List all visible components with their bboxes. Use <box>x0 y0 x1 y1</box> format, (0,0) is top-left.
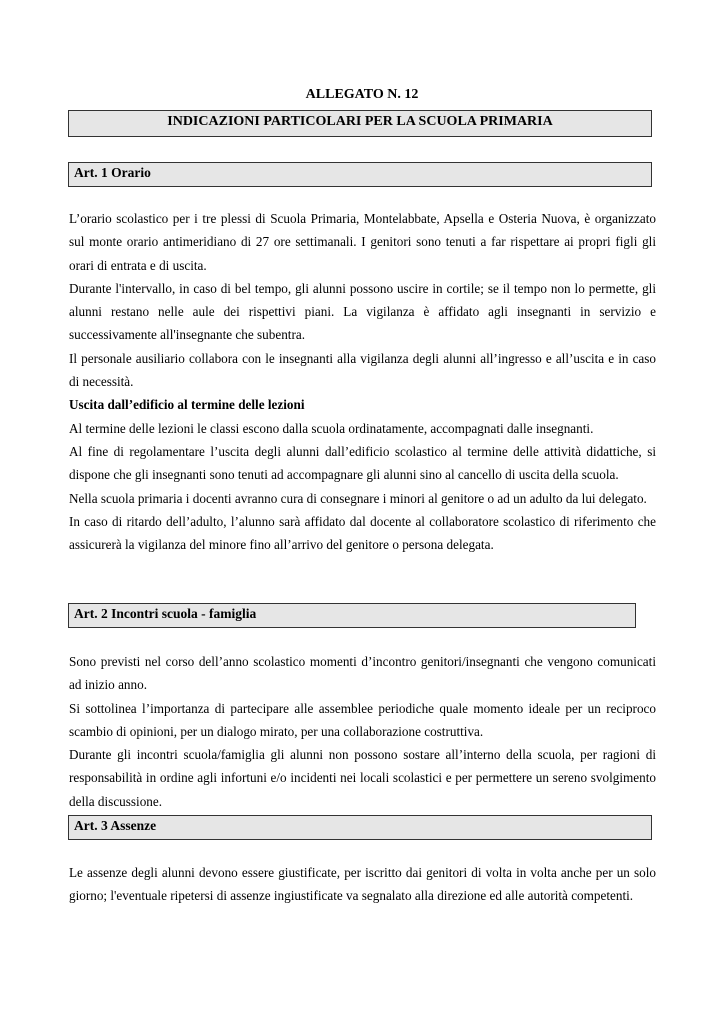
article-2-heading: Art. 2 Incontri scuola - famiglia <box>68 603 636 628</box>
article-1-body <box>69 207 656 556</box>
document-title: ALLEGATO N. 12 <box>305 87 419 102</box>
article-1-paragraph-3: Il personale ausiliario collabora con le insegnanti alla vigilanza degli alunni all’ingresso e all’uscita e in caso di necessità. <box>69 350 656 390</box>
article-2-paragraph-3: Durante gli incontri scuola/famiglia gli alunni non possono sostare all’interno della scuola, per ragioni di responsabilità in ordine agli infortuni e/o incidenti nei locali scolastici e per permettere un sereno svolgimento della discussione. <box>69 747 656 809</box>
article-1-paragraph-6: Nella scuola primaria i docenti avranno cura di consegnare i minori al genitore o ad un adulto da lui delegato. <box>69 490 647 506</box>
article-3-body <box>69 861 656 908</box>
article-1-paragraph-7: In caso di ritardo dell’adulto, l’alunno sarà affidato dal docente al collaboratore scolastico di riferimento che assicurerà la vigilanza del minore fino all’arrivo del genitore o persona delegata. <box>69 513 656 553</box>
article-1-paragraph-2: Durante l'intervallo, in caso di bel tempo, gli alunni possono uscire in cortile; se il tempo non lo permette, gli alunni restano nelle aule dei rispettivi piani. La vigilanza è affidato agli insegnanti in servizio e successivamente all'insegnante che subentra. <box>69 280 656 343</box>
article-3-paragraph-1: Le assenze degli alunni devono essere giustificate, per iscritto dai genitori di volta in volta anche per un solo giorno; l'eventuale ripetersi di assenze ingiustificate va segnalato alla direzione ed alle autorità competenti. <box>69 865 656 904</box>
article-1-subheading: Uscita dall’edificio al termine delle lezioni <box>69 397 305 413</box>
document-subtitle: INDICAZIONI PARTICOLARI PER LA SCUOLA PRIMARIA <box>68 110 652 137</box>
article-2-body <box>69 650 656 813</box>
article-2-paragraph-1: Sono previsti nel corso dell’anno scolastico momenti d’incontro genitori/insegnanti che vengono comunicati ad inizio anno. <box>69 654 656 693</box>
article-1-heading: Art. 1 Orario <box>68 162 652 187</box>
article-2-paragraph-2: Si sottolinea l’importanza di partecipare alle assemblee periodiche quale momento ideale per un reciproco scambio di opinioni, per un dialogo mirato, per una collaborazione costruttiva. <box>69 700 656 739</box>
article-1-paragraph-4: Al termine delle lezioni le classi escono dalla scuola ordinatamente, accompagnati dalle insegnanti. <box>69 420 594 436</box>
article-3-heading: Art. 3 Assenze <box>68 815 652 840</box>
article-1-paragraph-5: Al fine di regolamentare l’uscita degli alunni dall’edificio scolastico al termine delle attività didattiche, si dispone che gli insegnanti sono tenuti ad accompagnare gli alunni sino al cancello di uscita della scuola. <box>69 443 656 483</box>
article-1-paragraph-1: L’orario scolastico per i tre plessi di Scuola Primaria, Montelabbate, Apsella e Osteria Nuova, è organizzato sul monte orario antimeridiano di 27 ore settimanali. I genitori sono tenuti a far rispettare ai propri figli gli orari di entrata e di uscita. <box>69 211 656 273</box>
